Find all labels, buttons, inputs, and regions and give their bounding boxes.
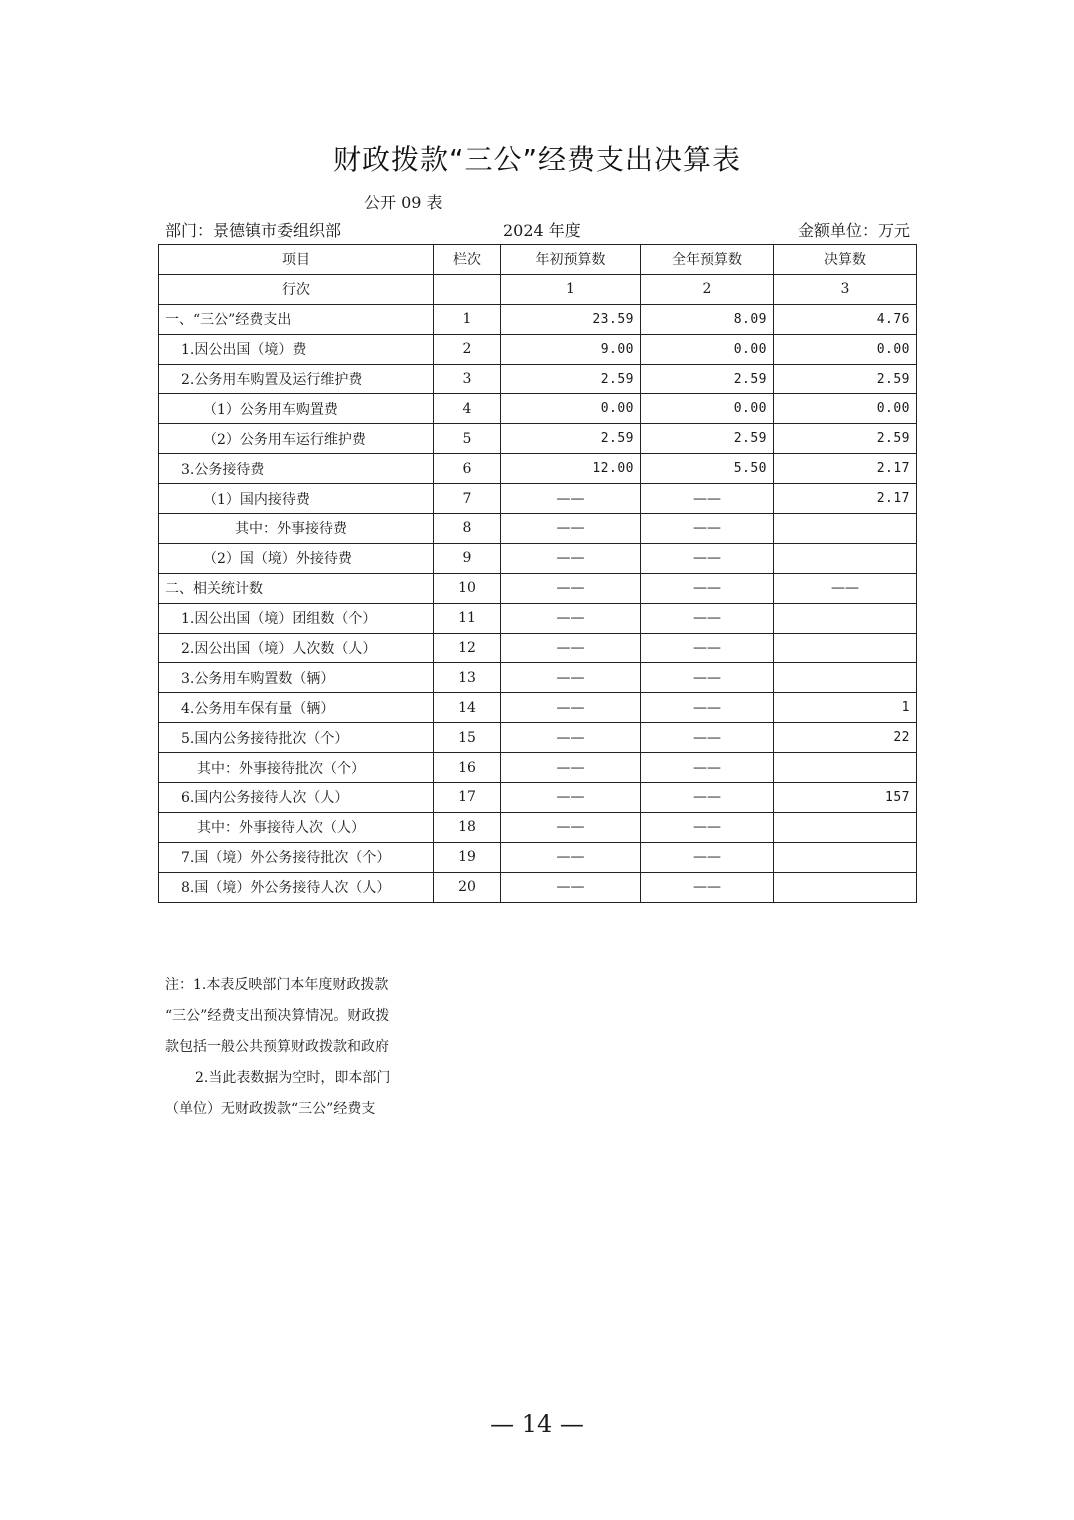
row-line-number: 3 bbox=[434, 364, 501, 394]
row-full-year-budget: 5.50 bbox=[641, 454, 774, 484]
row-initial-budget: 0.00 bbox=[501, 394, 641, 424]
row-full-year-budget: —— bbox=[641, 872, 774, 902]
note-line: “三公”经费支出预决算情况。财政拨 bbox=[165, 1008, 390, 1024]
table-notes bbox=[165, 970, 435, 1125]
table-row bbox=[159, 663, 917, 693]
row-line-number: 5 bbox=[434, 424, 501, 454]
row-line-number: 13 bbox=[434, 663, 501, 693]
row-line-number: 18 bbox=[434, 812, 501, 842]
note-line: 2.当此表数据为空时，即本部门 bbox=[195, 1070, 391, 1086]
index-col-2: 2 bbox=[641, 274, 774, 304]
row-line-number: 17 bbox=[434, 783, 501, 813]
table-row bbox=[159, 484, 917, 514]
row-final-account: 2.17 bbox=[774, 454, 917, 484]
row-item: 7.国（境）外公务接待批次（个） bbox=[159, 842, 434, 872]
table-row bbox=[159, 543, 917, 573]
note-line: （单位）无财政拨款“三公”经费支 bbox=[165, 1101, 376, 1117]
table-row bbox=[159, 783, 917, 813]
row-final-account: 2.17 bbox=[774, 484, 917, 514]
row-line-number: 15 bbox=[434, 723, 501, 753]
row-initial-budget: —— bbox=[501, 573, 641, 603]
table-row bbox=[159, 753, 917, 783]
header-final-account: 决算数 bbox=[774, 245, 917, 275]
row-full-year-budget: —— bbox=[641, 842, 774, 872]
row-initial-budget: 12.00 bbox=[501, 454, 641, 484]
row-item: 6.国内公务接待人次（人） bbox=[159, 783, 434, 813]
header-item: 项目 bbox=[159, 245, 434, 275]
table-row bbox=[159, 394, 917, 424]
row-item: （1）国内接待费 bbox=[159, 484, 434, 514]
row-line-number: 11 bbox=[434, 603, 501, 633]
row-initial-budget: 23.59 bbox=[501, 304, 641, 334]
row-item: 3.公务用车购置数（辆） bbox=[159, 663, 434, 693]
row-initial-budget: —— bbox=[501, 723, 641, 753]
row-line-number: 4 bbox=[434, 394, 501, 424]
table-row bbox=[159, 454, 917, 484]
row-full-year-budget: —— bbox=[641, 753, 774, 783]
row-final-account: 157 bbox=[774, 783, 917, 813]
row-item: （1）公务用车购置费 bbox=[159, 394, 434, 424]
table-index-row bbox=[159, 274, 917, 304]
table-row bbox=[159, 872, 917, 902]
row-full-year-budget: —— bbox=[641, 723, 774, 753]
row-final-account bbox=[774, 543, 917, 573]
row-final-account bbox=[774, 872, 917, 902]
row-initial-budget: —— bbox=[501, 783, 641, 813]
row-full-year-budget: —— bbox=[641, 543, 774, 573]
row-final-account: 22 bbox=[774, 723, 917, 753]
row-final-account: —— bbox=[774, 573, 917, 603]
row-item: 2.因公出国（境）人次数（人） bbox=[159, 633, 434, 663]
row-final-account bbox=[774, 663, 917, 693]
row-item: 3.公务接待费 bbox=[159, 454, 434, 484]
row-full-year-budget: 2.59 bbox=[641, 424, 774, 454]
row-item: （2）国（境）外接待费 bbox=[159, 543, 434, 573]
row-item: 其中：外事接待人次（人） bbox=[159, 812, 434, 842]
index-col-3: 3 bbox=[774, 274, 917, 304]
row-line-number: 9 bbox=[434, 543, 501, 573]
row-line-number: 16 bbox=[434, 753, 501, 783]
row-item: 其中：外事接待费 bbox=[159, 514, 434, 544]
index-line bbox=[434, 274, 501, 304]
row-initial-budget: —— bbox=[501, 842, 641, 872]
row-final-account bbox=[774, 842, 917, 872]
index-col-1: 1 bbox=[501, 274, 641, 304]
row-line-number: 8 bbox=[434, 514, 501, 544]
row-initial-budget: —— bbox=[501, 753, 641, 783]
row-full-year-budget: —— bbox=[641, 573, 774, 603]
page-number: — 14 — bbox=[490, 1410, 584, 1438]
row-full-year-budget: —— bbox=[641, 514, 774, 544]
row-initial-budget: 2.59 bbox=[501, 364, 641, 394]
row-full-year-budget: —— bbox=[641, 663, 774, 693]
row-line-number: 19 bbox=[434, 842, 501, 872]
table-row bbox=[159, 573, 917, 603]
table-row bbox=[159, 633, 917, 663]
form-code: 公开 09 表 bbox=[364, 193, 443, 212]
row-line-number: 7 bbox=[434, 484, 501, 514]
row-item: 一、“三公”经费支出 bbox=[159, 304, 434, 334]
row-initial-budget: 9.00 bbox=[501, 334, 641, 364]
row-line-number: 6 bbox=[434, 454, 501, 484]
row-line-number: 20 bbox=[434, 872, 501, 902]
row-final-account: 2.59 bbox=[774, 364, 917, 394]
row-final-account bbox=[774, 633, 917, 663]
row-full-year-budget: —— bbox=[641, 633, 774, 663]
table-row bbox=[159, 424, 917, 454]
row-full-year-budget: —— bbox=[641, 603, 774, 633]
index-label: 行次 bbox=[159, 274, 434, 304]
header-initial-budget: 年初预算数 bbox=[501, 245, 641, 275]
row-line-number: 1 bbox=[434, 304, 501, 334]
table-row bbox=[159, 603, 917, 633]
row-initial-budget: —— bbox=[501, 812, 641, 842]
table-row bbox=[159, 723, 917, 753]
table-row bbox=[159, 334, 917, 364]
department-label: 部门：景德镇市委组织部 bbox=[165, 221, 342, 240]
row-initial-budget: —— bbox=[501, 543, 641, 573]
row-item: 1.因公出国（境）费 bbox=[159, 334, 434, 364]
note-line: 注：1.本表反映部门本年度财政拨款 bbox=[165, 977, 389, 993]
expenditure-table bbox=[158, 244, 917, 903]
table-header-row bbox=[159, 245, 917, 275]
row-initial-budget: —— bbox=[501, 693, 641, 723]
row-final-account: 2.59 bbox=[774, 424, 917, 454]
row-final-account: 0.00 bbox=[774, 334, 917, 364]
table-meta bbox=[165, 218, 910, 242]
header-line: 栏次 bbox=[434, 245, 501, 275]
table-row bbox=[159, 364, 917, 394]
row-full-year-budget: 0.00 bbox=[641, 394, 774, 424]
row-initial-budget: —— bbox=[501, 633, 641, 663]
row-item: 其中：外事接待批次（个） bbox=[159, 753, 434, 783]
row-item: 4.公务用车保有量（辆） bbox=[159, 693, 434, 723]
fiscal-year: 2024 年度 bbox=[503, 221, 581, 240]
table-row bbox=[159, 693, 917, 723]
row-item: 1.因公出国（境）团组数（个） bbox=[159, 603, 434, 633]
row-item: 2.公务用车购置及运行维护费 bbox=[159, 364, 434, 394]
row-final-account: 0.00 bbox=[774, 394, 917, 424]
row-line-number: 10 bbox=[434, 573, 501, 603]
table-row bbox=[159, 812, 917, 842]
row-line-number: 2 bbox=[434, 334, 501, 364]
row-item: 二、相关统计数 bbox=[159, 573, 434, 603]
table-row bbox=[159, 514, 917, 544]
row-full-year-budget: —— bbox=[641, 484, 774, 514]
table-row bbox=[159, 842, 917, 872]
row-initial-budget: —— bbox=[501, 872, 641, 902]
row-initial-budget: —— bbox=[501, 514, 641, 544]
header-full-year-budget: 全年预算数 bbox=[641, 245, 774, 275]
row-line-number: 12 bbox=[434, 633, 501, 663]
row-final-account bbox=[774, 514, 917, 544]
row-full-year-budget: 2.59 bbox=[641, 364, 774, 394]
row-initial-budget: 2.59 bbox=[501, 424, 641, 454]
row-line-number: 14 bbox=[434, 693, 501, 723]
row-full-year-budget: —— bbox=[641, 783, 774, 813]
row-final-account: 1 bbox=[774, 693, 917, 723]
row-full-year-budget: —— bbox=[641, 812, 774, 842]
row-final-account bbox=[774, 753, 917, 783]
row-initial-budget: —— bbox=[501, 484, 641, 514]
row-full-year-budget: —— bbox=[641, 693, 774, 723]
row-initial-budget: —— bbox=[501, 603, 641, 633]
row-initial-budget: —— bbox=[501, 663, 641, 693]
row-item: 8.国（境）外公务接待人次（人） bbox=[159, 872, 434, 902]
row-full-year-budget: 8.09 bbox=[641, 304, 774, 334]
table-row bbox=[159, 304, 917, 334]
amount-unit: 金额单位：万元 bbox=[797, 221, 910, 240]
row-final-account bbox=[774, 603, 917, 633]
row-full-year-budget: 0.00 bbox=[641, 334, 774, 364]
row-final-account bbox=[774, 812, 917, 842]
page-title: 财政拨款“三公”经费支出决算表 bbox=[332, 143, 741, 176]
row-item: 5.国内公务接待批次（个） bbox=[159, 723, 434, 753]
note-line: 款包括一般公共预算财政拨款和政府 bbox=[165, 1039, 389, 1055]
row-final-account: 4.76 bbox=[774, 304, 917, 334]
row-item: （2）公务用车运行维护费 bbox=[159, 424, 434, 454]
